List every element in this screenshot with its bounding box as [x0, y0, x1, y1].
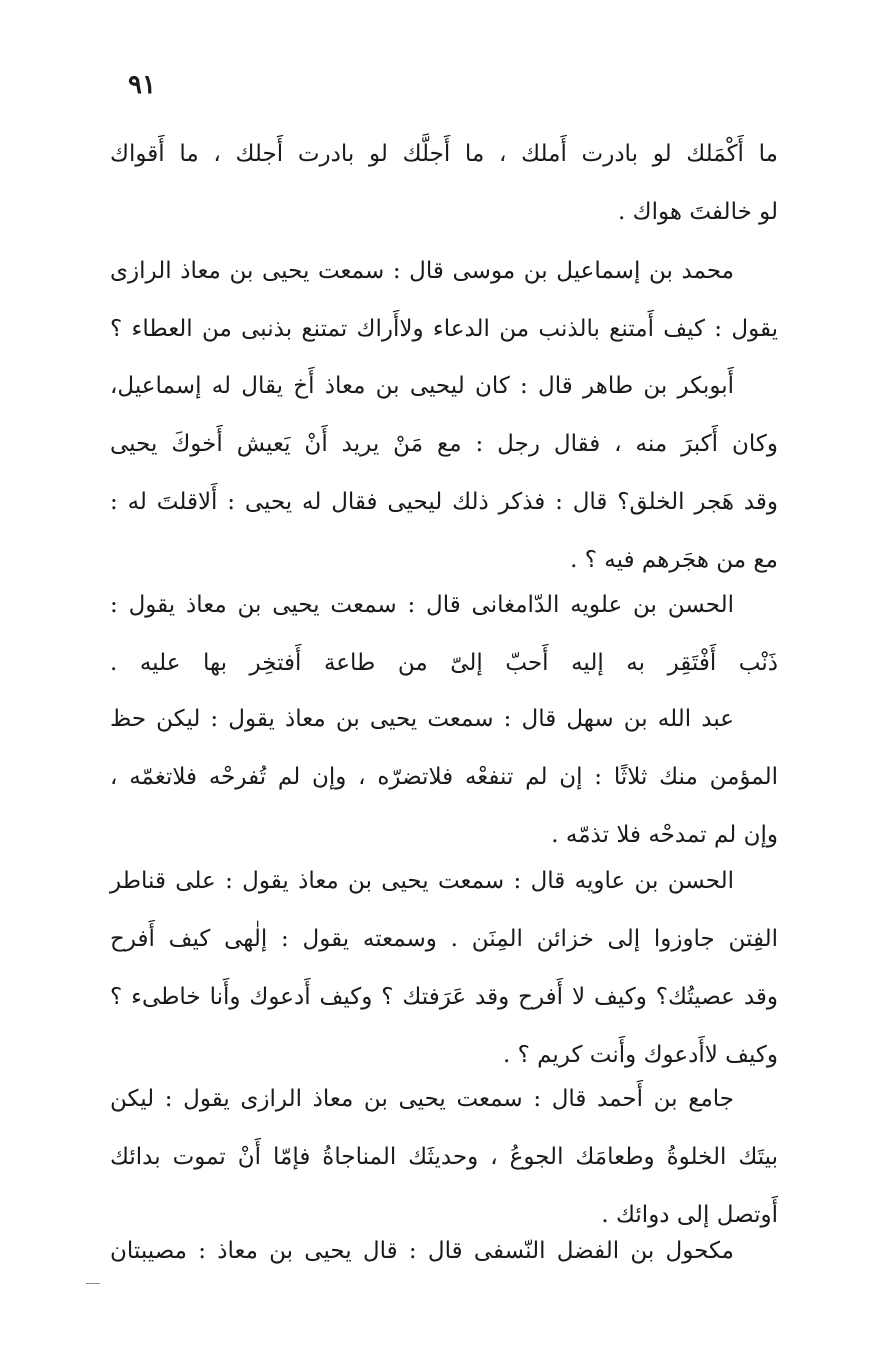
text-line: مكحول بن الفضل النّسفى قال : قال يحيى بن معاذ : مصيبتان — [110, 1238, 734, 1264]
text-line: عبد الله بن سهل قال : سمعت يحيى بن معاذ يقول : ليكن حظ — [110, 706, 734, 732]
text-line: جامع بن أَحمد قال : سمعت يحيى بن معاذ الرازى يقول : ليكن — [110, 1086, 734, 1112]
text-line: مع من هجَرهم فيه ؟ . — [570, 547, 778, 573]
paragraph — [110, 125, 778, 241]
paragraph — [110, 242, 778, 358]
text-line: ذَنْب أَفْتَقِر به إليه أَحبّ إلىّ من طاعة أَفتخِر بها عليه . — [110, 650, 778, 676]
paragraph — [110, 690, 778, 864]
paragraph — [110, 852, 778, 1084]
text-line: وقد عصيتُك؟ وكيف لا أَفرح وقد عَرَفتك ؟ وكيف أَدعوك وأَنا خاطىء ؟ — [110, 984, 778, 1010]
paragraph — [110, 576, 778, 692]
text-line: المؤمن منك ثلاثًا : إن لم تنفعْه فلاتضرّه ، وإن لم تُفرحْه فلاتغمّه ، — [110, 764, 778, 790]
margin-mark — [86, 1283, 100, 1284]
text-line: أَوتصل إلى دوائك . — [601, 1202, 778, 1228]
text-line: وإن لم تمدحْه فلا تذمّه . — [551, 822, 778, 848]
text-line: الحسن بن عاويه قال : سمعت يحيى بن معاذ يقول : على قناطر — [110, 868, 734, 894]
text-line: يقول : كيف أَمتنع بالذنب من الدعاء ولاأَراك تمتنع بذنبى من العطاء ؟ — [110, 316, 778, 342]
text-line: ما أَكْمَلك لو بادرت أَملك ، ما أَجلَّك لو بادرت أَجلك ، ما أَقواك — [110, 141, 778, 167]
text-line: الحسن بن علويه الدّامغانى قال : سمعت يحيى بن معاذ يقول : — [110, 592, 734, 618]
paragraph — [110, 357, 778, 589]
text-line: بيتَك الخلوةُ وطعامَك الجوعُ ، وحديثَك المناجاةُ فإمّا أَنْ تموت بدائك — [110, 1144, 778, 1170]
text-line: الفِتن جاوزوا إلى خزائن المِنَن . وسمعته يقول : إلٰهى كيف أَفرح — [110, 926, 778, 952]
text-line: وكان أَكبرَ منه ، فقال رجل : مع مَنْ يريد أَنْ يَعيش أَخوكَ يحيى — [110, 431, 778, 457]
text-line: أَبوبكر بن طاهر قال : كان ليحيى بن معاذ أَخ يقال له إسماعيل، — [110, 373, 734, 399]
paragraph — [110, 1070, 778, 1244]
text-line: لو خالفتَ هواك . — [618, 199, 778, 225]
text-line: محمد بن إسماعيل بن موسى قال : سمعت يحيى بن معاذ الرازى — [110, 258, 734, 284]
paragraph — [110, 1222, 778, 1280]
text-line: وكيف لاأَدعوك وأَنت كريم ؟ . — [502, 1042, 778, 1068]
text-line: وقد هَجر الخلق؟ قال : فذكر ذلك ليحيى فقال له يحيى : أَلاقلتَ له : — [110, 489, 778, 515]
page-number: ٩١ — [128, 70, 156, 100]
